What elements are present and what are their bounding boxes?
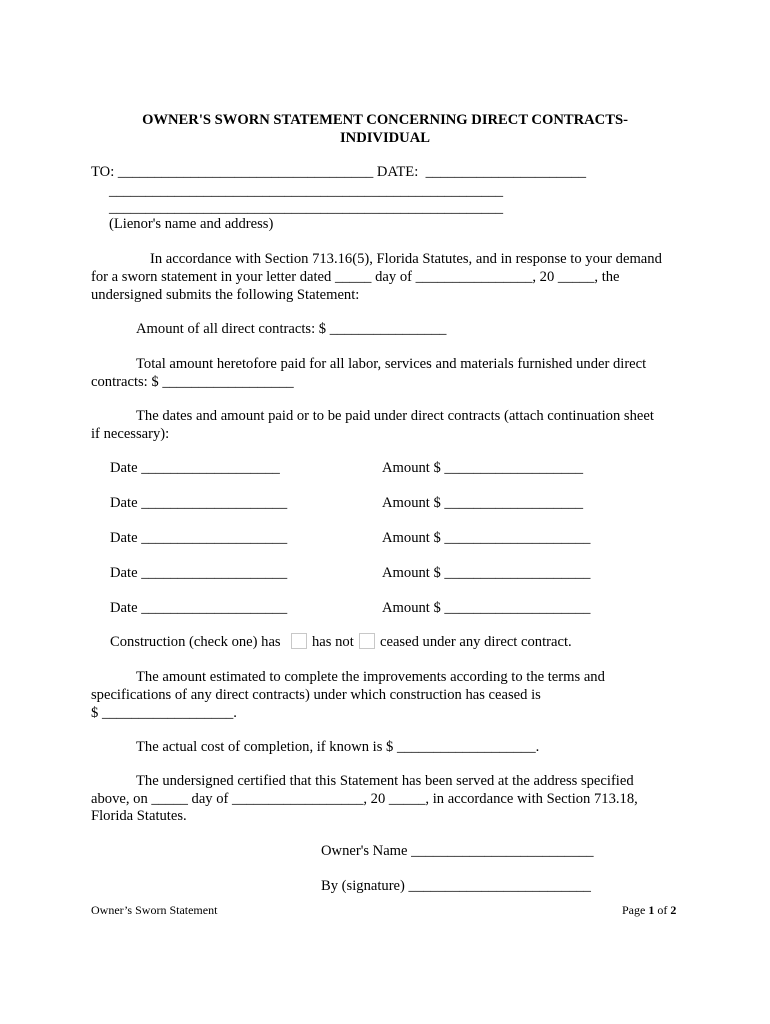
payment-amount-field[interactable]: Amount $ ____________________ xyxy=(382,565,591,581)
payment-date-field[interactable]: Date ___________________ xyxy=(110,460,280,476)
document-title-line2: INDIVIDUAL xyxy=(339,130,430,146)
payment-amount-field[interactable]: Amount $ ___________________ xyxy=(382,495,584,511)
payment-date-field[interactable]: Date ____________________ xyxy=(110,495,288,511)
payment-date-field[interactable]: Date ____________________ xyxy=(110,565,288,581)
certify-line3: Florida Statutes. xyxy=(91,808,187,824)
estimate-amount-field[interactable]: $ __________________. xyxy=(91,705,237,721)
address-field-line1[interactable]: ______________________________________________________ xyxy=(109,183,504,199)
total-paid-field[interactable]: contracts: $ __________________ xyxy=(91,374,294,390)
payment-date-field[interactable]: Date ____________________ xyxy=(110,530,288,546)
page-total: 2 xyxy=(670,903,677,917)
estimate-line1: The amount estimated to complete the improvements according to the terms and xyxy=(136,669,605,685)
to-date-field[interactable]: TO: ___________________________________ DATE: ______________________ xyxy=(91,164,587,180)
document-title-line1: OWNER'S SWORN STATEMENT CONCERNING DIRECT CONTRACTS- xyxy=(142,112,628,128)
payment-amount-field[interactable]: Amount $ ____________________ xyxy=(382,530,591,546)
footer-page-number xyxy=(622,903,676,917)
intro-line1: In accordance with Section 713.16(5), Florida Statutes, and in response to your demand xyxy=(150,251,662,267)
page-current: 1 xyxy=(648,903,655,917)
has-not-checkbox[interactable] xyxy=(291,633,307,649)
page-word: Page xyxy=(622,903,646,917)
footer-document-name: Owner’s Sworn Statement xyxy=(91,903,218,917)
owner-name-field[interactable]: Owner's Name _________________________ xyxy=(321,843,594,859)
estimate-line2: specifications of any direct contracts) under which construction has ceased is xyxy=(91,687,541,703)
dates-intro-line1: The dates and amount paid or to be paid under direct contracts (attach continuation sheet xyxy=(136,408,654,424)
construction-label: Construction (check one) has xyxy=(110,634,281,650)
payment-amount-field[interactable]: Amount $ ____________________ xyxy=(382,600,591,616)
certify-line1: The undersigned certified that this Statement has been served at the address specified xyxy=(136,773,634,789)
amount-all-contracts-field[interactable]: Amount of all direct contracts: $ ________________ xyxy=(136,321,447,337)
address-field-line2[interactable]: ______________________________________________________ xyxy=(109,200,504,216)
signature-field[interactable]: By (signature) _________________________ xyxy=(321,878,591,894)
construction-suffix-label: ceased under any direct contract. xyxy=(380,634,572,650)
ceased-checkbox[interactable] xyxy=(359,633,375,649)
payment-amount-field[interactable]: Amount $ ___________________ xyxy=(382,460,584,476)
actual-cost-field[interactable]: The actual cost of completion, if known is $ ___________________. xyxy=(136,739,540,755)
lienor-label: (Lienor's name and address) xyxy=(109,216,274,232)
intro-line2[interactable]: for a sworn statement in your letter dated _____ day of ________________, 20 _____, the xyxy=(91,269,620,285)
payment-date-field[interactable]: Date ____________________ xyxy=(110,600,288,616)
construction-has-not-label: has not xyxy=(312,634,354,650)
intro-line3: undersigned submits the following Statement: xyxy=(91,287,360,303)
total-paid-line1: Total amount heretofore paid for all labor, services and materials furnished under direct xyxy=(136,356,647,372)
of-word: of xyxy=(657,903,668,917)
dates-intro-line2: if necessary): xyxy=(91,426,170,442)
certify-line2[interactable]: above, on _____ day of __________________, 20 _____, in accordance with Section 713.18, xyxy=(91,791,638,807)
